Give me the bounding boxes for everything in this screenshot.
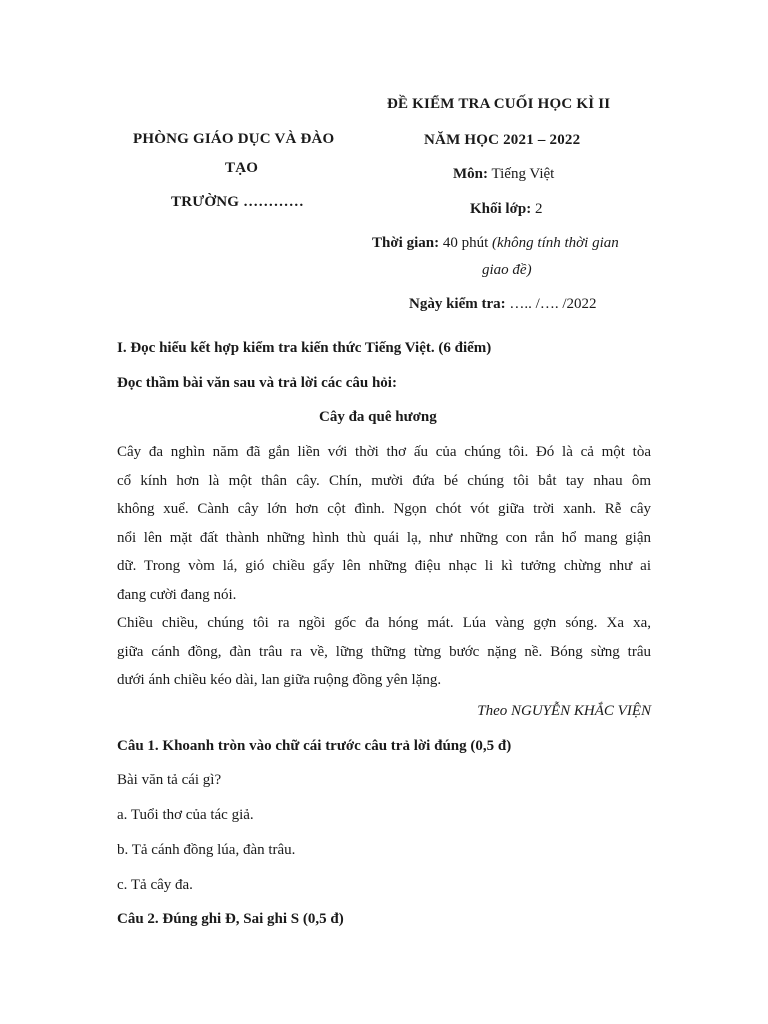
school-year: NĂM HỌC 2021 – 2022 [424, 132, 581, 148]
time-note-continued: giao đề) [482, 262, 532, 278]
grade-label: Khối lớp: [470, 201, 532, 217]
date-value: ….. /…. /2022 [509, 296, 597, 312]
subject-line [453, 166, 554, 183]
question1-option-a: a. Tuổi thơ của tác giả. [117, 807, 254, 823]
department-line1: PHÒNG GIÁO DỤC VÀ ĐÀO [133, 131, 335, 147]
date-line [409, 296, 597, 313]
paragraph-line: đang cười đang nói. [117, 586, 237, 603]
question2-title: Câu 2. Đúng ghi Đ, Sai ghi S (0,5 đ) [117, 911, 344, 927]
passage-source: Theo NGUYỄN KHẮC VIỆN [477, 703, 651, 719]
time-value: 40 phút [442, 235, 489, 251]
grade-line [470, 201, 543, 218]
exam-title: ĐỀ KIỂM TRA CUỐI HỌC KÌ II [387, 96, 611, 112]
paragraph-line: Cây đa nghìn năm đã gắn liền với thời thơ ấu của chúng tôi. Đó là cả một tòa [117, 444, 651, 460]
time-label: Thời gian: [372, 235, 440, 251]
time-note: (không tính thời gian [492, 235, 619, 251]
section1-title: I. Đọc hiểu kết hợp kiểm tra kiến thức Tiếng Việt. (6 điểm) [117, 340, 492, 356]
question1-title: Câu 1. Khoanh tròn vào chữ cái trước câu trả lời đúng (0,5 đ) [117, 738, 512, 754]
paragraph-line: không xuể. Cành cây lớn hơn cột đình. Ngọn chót vót giữa trời xanh. Rễ cây [117, 501, 651, 518]
passage-paragraph-1 [117, 438, 651, 610]
department-line2: TẠO [225, 160, 259, 176]
date-label: Ngày kiểm tra: [409, 296, 506, 312]
section1-instruction: Đọc thầm bài văn sau và trả lời các câu hỏi: [117, 375, 397, 391]
paragraph-line: dưới ánh chiều kéo dài, lan giữa ruộng đồng yên lặng. [117, 672, 442, 689]
question1-option-b: b. Tả cánh đồng lúa, đàn trâu. [117, 842, 296, 858]
paragraph-line: dữ. Trong vòm lá, gió chiều gẩy lên những điệu nhạc li kì tưởng chừng như ai [117, 558, 651, 575]
school-name: TRƯỜNG ………… [171, 194, 304, 210]
passage-title: Cây đa quê hương [319, 409, 437, 425]
grade-value: 2 [535, 201, 543, 217]
question1-prompt: Bài văn tả cái gì? [117, 772, 222, 788]
subject-value: Tiếng Việt [491, 166, 555, 182]
time-line [372, 235, 619, 252]
paragraph-line: Chiều chiều, chúng tôi ra ngồi gốc đa hóng mát. Lúa vàng gợn sóng. Xa xa, [117, 615, 651, 631]
passage-paragraph-2 [117, 609, 651, 695]
paragraph-line: giữa cánh đồng, đàn trâu ra về, lững thững từng bước nặng nề. Bóng sừng trâu [117, 643, 651, 660]
paragraph-line: nổi lên mặt đất thành những hình thù quái lạ, như những con rắn hổ mang giận [117, 529, 651, 546]
question1-option-c: c. Tả cây đa. [117, 877, 193, 893]
subject-label: Môn: [453, 166, 488, 182]
paragraph-line: cổ kính hơn là một thân cây. Chín, mười đứa bé chúng tôi bắt tay nhau ôm [117, 472, 651, 489]
